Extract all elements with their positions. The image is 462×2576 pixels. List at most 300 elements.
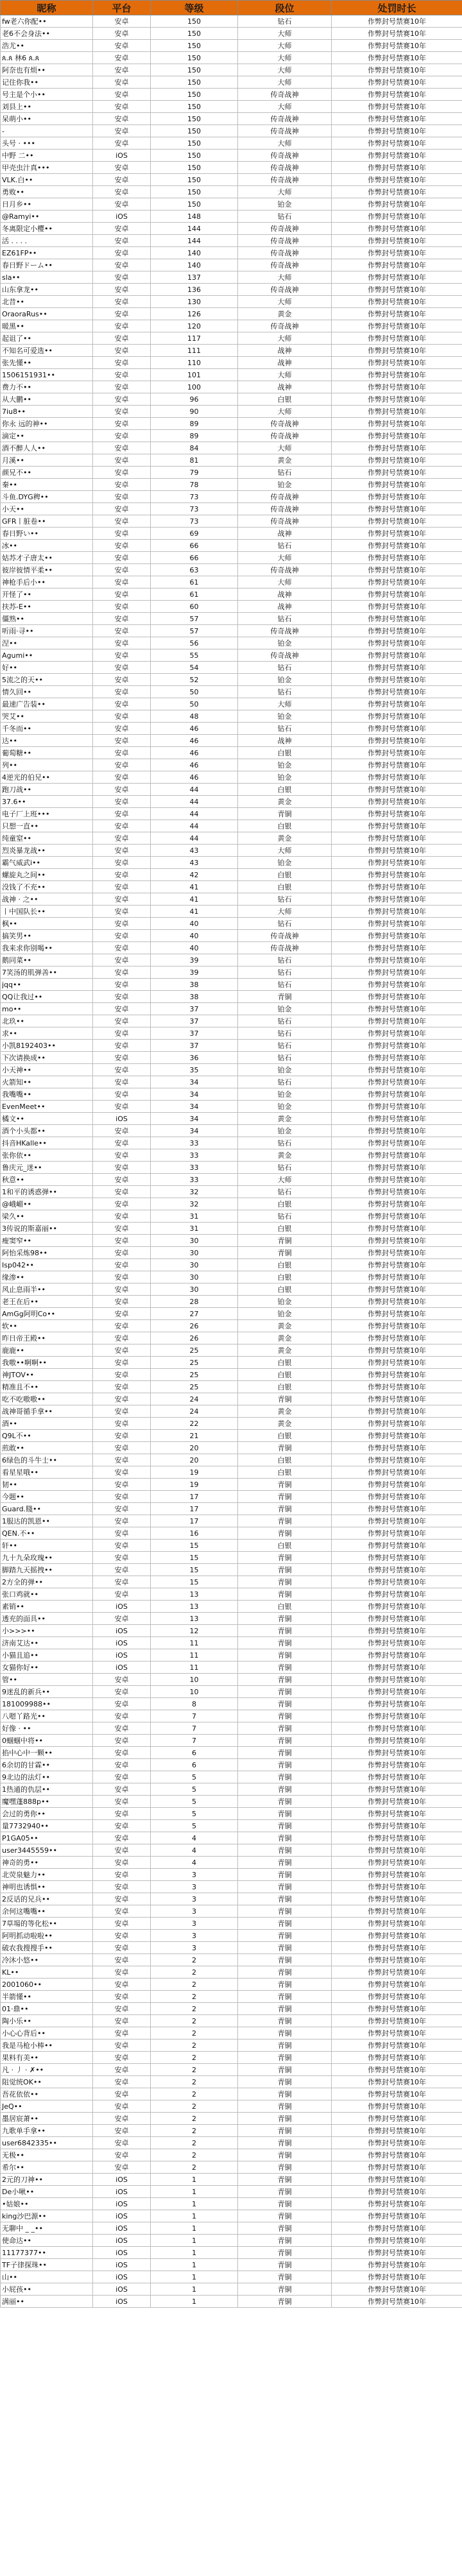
table-row — [1, 1198, 462, 1210]
cell-nickname: JeQ•• — [1, 2100, 93, 2113]
cell-penalty: 作弊封号禁赛10年 — [332, 735, 462, 747]
table-row — [1, 1344, 462, 1357]
cell-rank: 青铜 — [238, 1515, 332, 1527]
cell-level: 25 — [151, 1381, 238, 1393]
cell-penalty: 作弊封号禁赛10年 — [332, 2174, 462, 2186]
cell-nickname: 小屁孩•• — [1, 2283, 93, 2296]
cell-platform: 安卓 — [93, 467, 151, 479]
cell-platform: 安卓 — [93, 284, 151, 296]
cell-nickname: 半箭懂•• — [1, 1991, 93, 2003]
cell-platform: 安卓 — [93, 223, 151, 235]
cell-level: 15 — [151, 1564, 238, 1576]
cell-penalty: 作弊封号禁赛10年 — [332, 1393, 462, 1405]
cell-nickname: 最速广告装•• — [1, 698, 93, 710]
cell-penalty: 作弊封号禁赛10年 — [332, 113, 462, 125]
cell-level: 150 — [151, 89, 238, 101]
cell-penalty: 作弊封号禁赛10年 — [332, 2259, 462, 2271]
cell-nickname: user3445559•• — [1, 1844, 93, 1857]
cell-nickname: 僵熟•• — [1, 613, 93, 625]
cell-nickname: 软•• — [1, 1320, 93, 1332]
cell-platform: 安卓 — [93, 1942, 151, 1954]
cell-rank: 铂金 — [238, 1088, 332, 1101]
cell-platform: 安卓 — [93, 1820, 151, 1832]
cell-nickname: 小天•• — [1, 503, 93, 515]
cell-penalty: 作弊封号禁赛10年 — [332, 1979, 462, 1991]
cell-level: 21 — [151, 1430, 238, 1442]
cell-platform: 安卓 — [93, 1613, 151, 1625]
cell-penalty: 作弊封号禁赛10年 — [332, 674, 462, 686]
cell-penalty: 作弊封号禁赛10年 — [332, 1113, 462, 1125]
cell-rank: 青铜 — [238, 1686, 332, 1698]
table-row — [1, 515, 462, 528]
cell-level: 5 — [151, 1820, 238, 1832]
cell-platform: 安卓 — [93, 125, 151, 137]
cell-penalty: 作弊封号禁赛10年 — [332, 2296, 462, 2308]
cell-penalty: 作弊封号禁赛10年 — [332, 1076, 462, 1088]
table-row — [1, 2027, 462, 2039]
cell-level: 40 — [151, 918, 238, 930]
table-row — [1, 1149, 462, 1162]
cell-penalty: 作弊封号禁赛10年 — [332, 1588, 462, 1601]
cell-platform: 安卓 — [93, 137, 151, 150]
cell-platform: 安卓 — [93, 1515, 151, 1527]
cell-nickname: KL•• — [1, 1966, 93, 1979]
cell-platform: 安卓 — [93, 198, 151, 210]
table-row — [1, 1613, 462, 1625]
cell-nickname: 冰•• — [1, 540, 93, 552]
cell-penalty: 作弊封号禁赛10年 — [332, 1942, 462, 1954]
cell-penalty: 作弊封号禁赛10年 — [332, 1088, 462, 1101]
table-row — [1, 1296, 462, 1308]
cell-platform: 安卓 — [93, 1381, 151, 1393]
cell-level: 24 — [151, 1393, 238, 1405]
cell-level: 150 — [151, 186, 238, 198]
cell-penalty: 作弊封号禁赛10年 — [332, 1454, 462, 1466]
cell-platform: 安卓 — [93, 345, 151, 357]
cell-rank: 白银 — [238, 1271, 332, 1284]
cell-penalty: 作弊封号禁赛10年 — [332, 662, 462, 674]
cell-rank: 青铜 — [238, 2064, 332, 2076]
cell-platform: iOS — [93, 2283, 151, 2296]
cell-rank: 传奇战神 — [238, 235, 332, 247]
cell-nickname: 张你依•• — [1, 1149, 93, 1162]
cell-rank: 黄金 — [238, 796, 332, 808]
table-row — [1, 2039, 462, 2052]
cell-rank: 白银 — [238, 1198, 332, 1210]
table-row — [1, 345, 462, 357]
cell-nickname: 魔嘿蓬888p•• — [1, 1796, 93, 1808]
cell-level: 4 — [151, 1857, 238, 1869]
table-row — [1, 1308, 462, 1320]
cell-penalty: 作弊封号禁赛10年 — [332, 503, 462, 515]
table-row — [1, 2296, 462, 2308]
cell-level: 81 — [151, 454, 238, 467]
cell-platform: 安卓 — [93, 686, 151, 698]
cell-level: 50 — [151, 698, 238, 710]
cell-nickname: 9迷乱的新兵•• — [1, 1686, 93, 1698]
cell-rank: 白银 — [238, 393, 332, 406]
cell-penalty: 作弊封号禁赛10年 — [332, 564, 462, 576]
cell-level: 56 — [151, 637, 238, 649]
cell-level: 1 — [151, 2283, 238, 2296]
cell-nickname: 果料有美•• — [1, 2052, 93, 2064]
cell-rank: 青铜 — [238, 1881, 332, 1893]
cell-nickname: QQ让我过•• — [1, 991, 93, 1003]
table-row — [1, 857, 462, 869]
cell-platform: iOS — [93, 2271, 151, 2283]
cell-level: 79 — [151, 467, 238, 479]
cell-platform: 安卓 — [93, 479, 151, 491]
cell-level: 63 — [151, 564, 238, 576]
cell-rank: 大师 — [238, 698, 332, 710]
cell-nickname: 浩尤•• — [1, 40, 93, 52]
cell-platform: 安卓 — [93, 820, 151, 832]
cell-rank: 钻石 — [238, 467, 332, 479]
table-row — [1, 930, 462, 942]
cell-platform: 安卓 — [93, 1186, 151, 1198]
cell-level: 3 — [151, 1869, 238, 1881]
cell-platform: 安卓 — [93, 1418, 151, 1430]
table-row — [1, 2003, 462, 2015]
cell-nickname: AmGg阿明Co•• — [1, 1308, 93, 1320]
cell-penalty: 作弊封号禁赛10年 — [332, 1698, 462, 1710]
cell-platform: 安卓 — [93, 1125, 151, 1137]
cell-rank: 传奇战神 — [238, 515, 332, 528]
table-row — [1, 784, 462, 796]
table-row — [1, 906, 462, 918]
table-row — [1, 2125, 462, 2137]
cell-platform: 安卓 — [93, 893, 151, 906]
cell-penalty: 作弊封号禁赛10年 — [332, 1284, 462, 1296]
cell-nickname: 鲁庆元_迷•• — [1, 1162, 93, 1174]
cell-nickname: 好像 · •• — [1, 1722, 93, 1735]
table-row — [1, 1747, 462, 1759]
cell-penalty: 作弊封号禁赛10年 — [332, 1405, 462, 1418]
cell-penalty: 作弊封号禁赛10年 — [332, 1125, 462, 1137]
cell-penalty: 作弊封号禁赛10年 — [332, 2003, 462, 2015]
cell-platform: 安卓 — [93, 1905, 151, 1918]
cell-platform: 安卓 — [93, 637, 151, 649]
table-row — [1, 918, 462, 930]
cell-penalty: 作弊封号禁赛10年 — [332, 1064, 462, 1076]
cell-platform: 安卓 — [93, 1966, 151, 1979]
cell-platform: 安卓 — [93, 503, 151, 515]
cell-rank: 青铜 — [238, 2283, 332, 2296]
table-row — [1, 954, 462, 966]
cell-rank: 黄金 — [238, 1418, 332, 1430]
cell-platform: 安卓 — [93, 906, 151, 918]
cell-penalty: 作弊封号禁赛10年 — [332, 2247, 462, 2259]
cell-rank: 钻石 — [238, 723, 332, 735]
table-row — [1, 1040, 462, 1052]
cell-rank: 青铜 — [238, 2210, 332, 2222]
cell-platform: 安卓 — [93, 1149, 151, 1162]
cell-rank: 传奇战神 — [238, 259, 332, 271]
cell-platform: 安卓 — [93, 1357, 151, 1369]
cell-platform: 安卓 — [93, 515, 151, 528]
cell-rank: 传奇战神 — [238, 418, 332, 430]
cell-nickname: 活 . . . . — [1, 235, 93, 247]
cell-nickname: 小天神•• — [1, 1064, 93, 1076]
table-row — [1, 89, 462, 101]
cell-platform: 安卓 — [93, 1088, 151, 1101]
cell-penalty: 作弊封号禁赛10年 — [332, 1710, 462, 1722]
cell-level: 3 — [151, 1918, 238, 1930]
cell-level: 1 — [151, 2210, 238, 2222]
cell-platform: 安卓 — [93, 1308, 151, 1320]
cell-nickname: 3传说的斯嘉丽•• — [1, 1223, 93, 1235]
cell-rank: 大师 — [238, 1174, 332, 1186]
cell-penalty: 作弊封号禁赛10年 — [332, 979, 462, 991]
table-row — [1, 613, 462, 625]
cell-level: 31 — [151, 1223, 238, 1235]
table-row — [1, 1601, 462, 1613]
cell-level: 10 — [151, 1686, 238, 1698]
cell-penalty: 作弊封号禁赛10年 — [332, 174, 462, 186]
cell-rank: 钻石 — [238, 893, 332, 906]
cell-level: 2 — [151, 1979, 238, 1991]
cell-nickname: 冷沐小悠•• — [1, 1954, 93, 1966]
cell-penalty: 作弊封号禁赛10年 — [332, 1552, 462, 1564]
cell-rank: 青铜 — [238, 2076, 332, 2088]
cell-platform: 安卓 — [93, 784, 151, 796]
table-row — [1, 2137, 462, 2149]
cell-nickname: sla•• — [1, 271, 93, 284]
cell-platform: 安卓 — [93, 723, 151, 735]
cell-level: 33 — [151, 1162, 238, 1174]
cell-rank: 青铜 — [238, 2271, 332, 2283]
cell-level: 31 — [151, 1210, 238, 1223]
cell-rank: 青铜 — [238, 1588, 332, 1601]
table-row — [1, 235, 462, 247]
table-row — [1, 1954, 462, 1966]
cell-level: 7 — [151, 1735, 238, 1747]
cell-platform: 安卓 — [93, 1393, 151, 1405]
cell-nickname: VLK.白•• — [1, 174, 93, 186]
cell-nickname: 列•• — [1, 759, 93, 771]
cell-platform: 安卓 — [93, 1710, 151, 1722]
table-row — [1, 2259, 462, 2271]
cell-rank: 大师 — [238, 369, 332, 381]
cell-nickname: 山•• — [1, 2271, 93, 2283]
cell-rank: 青铜 — [238, 2125, 332, 2137]
cell-level: 57 — [151, 613, 238, 625]
cell-penalty: 作弊封号禁赛10年 — [332, 1174, 462, 1186]
cell-nickname: 你永 远的神•• — [1, 418, 93, 430]
cell-platform: 安卓 — [93, 1454, 151, 1466]
cell-rank: 黄金 — [238, 1113, 332, 1125]
cell-platform: 安卓 — [93, 1893, 151, 1905]
cell-nickname: 求•• — [1, 1027, 93, 1040]
cell-level: 11 — [151, 1637, 238, 1649]
table-row — [1, 1418, 462, 1430]
cell-penalty: 作弊封号禁赛10年 — [332, 1832, 462, 1844]
cell-platform: 安卓 — [93, 1405, 151, 1418]
cell-penalty: 作弊封号禁赛10年 — [332, 723, 462, 735]
cell-rank: 白银 — [238, 1284, 332, 1296]
cell-penalty: 作弊封号禁赛10年 — [332, 515, 462, 528]
cell-nickname: 中野 二•• — [1, 150, 93, 162]
cell-nickname: 我是马枪小棒•• — [1, 2039, 93, 2052]
cell-rank: 传奇战神 — [238, 491, 332, 503]
cell-nickname: jqq•• — [1, 979, 93, 991]
cell-nickname: 秦•• — [1, 479, 93, 491]
cell-platform: 安卓 — [93, 869, 151, 881]
cell-penalty: 作弊封号禁赛10年 — [332, 540, 462, 552]
cell-penalty: 作弊封号禁赛10年 — [332, 1759, 462, 1771]
cell-platform: 安卓 — [93, 1466, 151, 1479]
cell-penalty: 作弊封号禁赛10年 — [332, 1540, 462, 1552]
cell-penalty: 作弊封号禁赛10年 — [332, 747, 462, 759]
cell-platform: 安卓 — [93, 320, 151, 332]
cell-penalty: 作弊封号禁赛10年 — [332, 1332, 462, 1344]
cell-rank: 青铜 — [238, 1783, 332, 1796]
table-row — [1, 2064, 462, 2076]
cell-rank: 钻石 — [238, 1186, 332, 1198]
cell-penalty: 作弊封号禁赛10年 — [332, 1662, 462, 1674]
cell-penalty: 作弊封号禁赛10年 — [332, 1247, 462, 1259]
cell-level: 150 — [151, 125, 238, 137]
cell-platform: 安卓 — [93, 1954, 151, 1966]
table-row — [1, 259, 462, 271]
cell-nickname: 量7732940•• — [1, 1820, 93, 1832]
cell-rank: 青铜 — [238, 1564, 332, 1576]
cell-penalty: 作弊封号禁赛10年 — [332, 296, 462, 308]
cell-rank: 大师 — [238, 101, 332, 113]
cell-rank: 大师 — [238, 28, 332, 40]
cell-nickname: 1服达的凯恩•• — [1, 1515, 93, 1527]
cell-rank: 青铜 — [238, 2015, 332, 2027]
table-row — [1, 1015, 462, 1027]
table-row — [1, 869, 462, 881]
cell-level: 30 — [151, 1235, 238, 1247]
cell-rank: 传奇战神 — [238, 125, 332, 137]
table-row — [1, 198, 462, 210]
cell-rank: 铂金 — [238, 674, 332, 686]
cell-platform: 安卓 — [93, 1674, 151, 1686]
cell-platform: 安卓 — [93, 2161, 151, 2174]
cell-rank: 青铜 — [238, 1991, 332, 2003]
cell-platform: 安卓 — [93, 2125, 151, 2137]
table-row — [1, 2088, 462, 2100]
cell-nickname: 丨中国队长•• — [1, 906, 93, 918]
cell-nickname: 1506151931•• — [1, 369, 93, 381]
cell-nickname: 从大鹏•• — [1, 393, 93, 406]
cell-nickname: 火箭知•• — [1, 1076, 93, 1088]
cell-nickname: 九歌单手拿•• — [1, 2125, 93, 2137]
cell-rank: 白银 — [238, 747, 332, 759]
cell-penalty: 作弊封号禁赛10年 — [332, 1918, 462, 1930]
table-row — [1, 564, 462, 576]
cell-nickname: TF子律探珠•• — [1, 2259, 93, 2271]
cell-rank: 传奇战神 — [238, 89, 332, 101]
table-row — [1, 1491, 462, 1503]
cell-platform: 安卓 — [93, 528, 151, 540]
cell-penalty: 作弊封号禁赛10年 — [332, 2088, 462, 2100]
cell-nickname: 鹅同菜•• — [1, 954, 93, 966]
table-row — [1, 1918, 462, 1930]
cell-rank: 青铜 — [238, 1625, 332, 1637]
cell-rank: 青铜 — [238, 1662, 332, 1674]
table-row — [1, 1430, 462, 1442]
cell-nickname: 刘县上•• — [1, 101, 93, 113]
cell-level: 1 — [151, 2247, 238, 2259]
cell-penalty: 作弊封号禁赛10年 — [332, 528, 462, 540]
cell-rank: 黄金 — [238, 1149, 332, 1162]
table-row — [1, 2271, 462, 2283]
table-row — [1, 137, 462, 150]
cell-nickname: 0蝈蝈中将•• — [1, 1735, 93, 1747]
cell-level: 46 — [151, 735, 238, 747]
cell-penalty: 作弊封号禁赛10年 — [332, 345, 462, 357]
cell-platform: 安卓 — [93, 832, 151, 845]
cell-nickname: QEN.不•• — [1, 1527, 93, 1540]
cell-platform: 安卓 — [93, 1040, 151, 1052]
cell-nickname: 凡 · 丿 · ✗•• — [1, 2064, 93, 2076]
cell-penalty: 作弊封号禁赛10年 — [332, 2235, 462, 2247]
cell-platform: iOS — [93, 150, 151, 162]
cell-nickname: 枫•• — [1, 918, 93, 930]
cell-penalty: 作弊封号禁赛10年 — [332, 869, 462, 881]
cell-rank: 传奇战神 — [238, 930, 332, 942]
cell-level: 32 — [151, 1186, 238, 1198]
cell-level: 148 — [151, 210, 238, 223]
cell-platform: 安卓 — [93, 1857, 151, 1869]
cell-platform: 安卓 — [93, 2137, 151, 2149]
cell-level: 150 — [151, 52, 238, 64]
cell-penalty: 作弊封号禁赛10年 — [332, 1674, 462, 1686]
cell-rank: 铂金 — [238, 771, 332, 784]
table-row — [1, 1479, 462, 1491]
cell-level: 52 — [151, 674, 238, 686]
cell-level: 44 — [151, 832, 238, 845]
cell-nickname: 女猫你好•• — [1, 1662, 93, 1674]
table-row — [1, 1357, 462, 1369]
table-row — [1, 271, 462, 284]
cell-rank: 青铜 — [238, 1576, 332, 1588]
cell-nickname: 梁久•• — [1, 1210, 93, 1223]
cell-nickname: 陶小乐•• — [1, 2015, 93, 2027]
cell-platform: 安卓 — [93, 1137, 151, 1149]
table-row — [1, 2161, 462, 2174]
cell-platform: 安卓 — [93, 808, 151, 820]
table-row — [1, 1088, 462, 1101]
cell-penalty: 作弊封号禁赛10年 — [332, 1466, 462, 1479]
cell-rank: 传奇战神 — [238, 162, 332, 174]
cell-rank: 青铜 — [238, 1674, 332, 1686]
cell-nickname: 起诅了•• — [1, 332, 93, 345]
cell-nickname: 九十九朵玫瑰•• — [1, 1552, 93, 1564]
cell-penalty: 作弊封号禁赛10年 — [332, 625, 462, 637]
cell-platform: 安卓 — [93, 1027, 151, 1040]
cell-rank: 白银 — [238, 1259, 332, 1271]
cell-platform: 安卓 — [93, 1930, 151, 1942]
cell-rank: 青铜 — [238, 1247, 332, 1259]
cell-rank: 白银 — [238, 869, 332, 881]
cell-nickname: Isp042•• — [1, 1259, 93, 1271]
cell-nickname: user6842335•• — [1, 2137, 93, 2149]
cell-penalty: 作弊封号禁赛10年 — [332, 918, 462, 930]
cell-rank: 青铜 — [238, 1820, 332, 1832]
cell-level: 39 — [151, 966, 238, 979]
cell-nickname: 看星星哦•• — [1, 1466, 93, 1479]
cell-nickname: 01·鼎•• — [1, 2003, 93, 2015]
table-row — [1, 710, 462, 723]
cell-level: 1 — [151, 2296, 238, 2308]
cell-penalty: 作弊封号禁赛10年 — [332, 686, 462, 698]
cell-level: 2 — [151, 1966, 238, 1979]
cell-platform: 安卓 — [93, 1064, 151, 1076]
